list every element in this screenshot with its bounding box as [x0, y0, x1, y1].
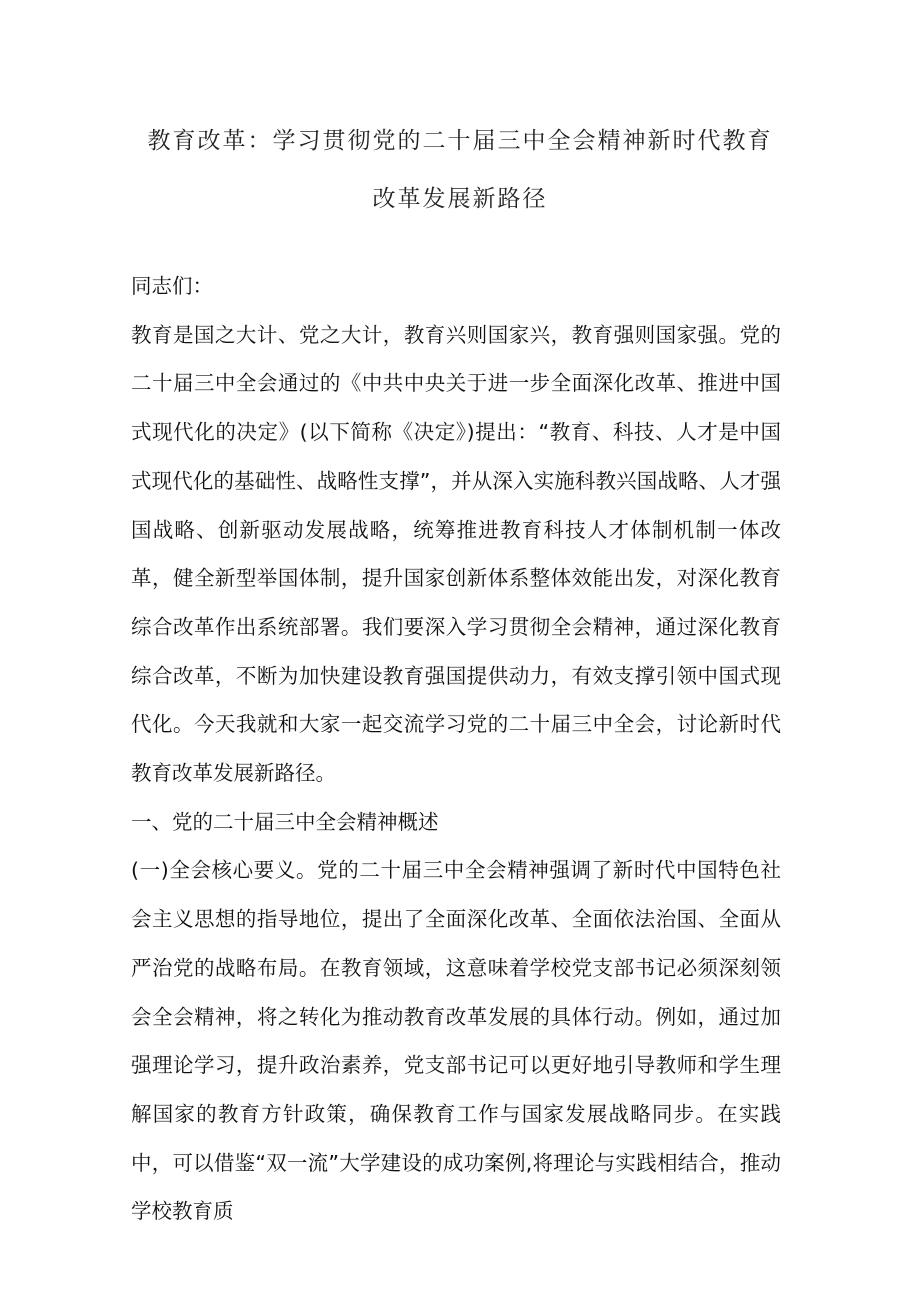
paragraph-intro: 教育是国之大计、党之大计，教育兴则国家兴，教育强则国家强。党的二十届三中全会通过的《中共中央关于进一步全面深化改革、推进中国式现代化的决定》(以下简称《决定》)提出：“教育、科技、人才是中国式现代化的基础性、战略性支撑”，并从深入实施科教兴国战略、人才强国战略、创新驱动发展战略，统筹推进教育科技人才体制机制一体改革，健全新型举国体制，提升国家创新体系整体效能出发，对深化教育综合改革作出系统部署。我们要深入学习贯彻全会精神，通过深化教育综合改革，不断为加快建设教育强国提供动力，有效支撑引领中国式现代化。今天我就和大家一起交流学习党的二十届三中全会，讨论新时代教育改革发展新路径。	[131, 322, 781, 786]
document-title-line-2: 改革发展新路径	[372, 186, 548, 212]
paragraph-core-essence: (一)全会核心要义。党的二十届三中全会精神强调了新时代中国特色社会主义思想的指导地位，提出了全面深化改革、全面依法治国、全面从严治党的战略布局。在教育领域，这意味着学校党支部书记必须深刻领会全会精神，将之转化为推动教育改革发展的具体行动。例如，通过加强理论学习，提升政治素养，党支部书记可以更好地引导教师和学生理解国家的教育方针政策，确保教育工作与国家发展战略同步。在实践中，可以借鉴“双一流”大学建设的成功案例,将理论与实践相结合，推动学校教育质	[131, 858, 781, 1224]
document-body	[131, 262, 781, 1236]
document-title-line-1: 教育改革：学习贯彻党的二十届三中全会精神新时代教育	[147, 128, 773, 154]
section-heading: 一、党的二十届三中全会精神概述	[131, 809, 439, 834]
salutation: 同志们：	[131, 274, 213, 298]
